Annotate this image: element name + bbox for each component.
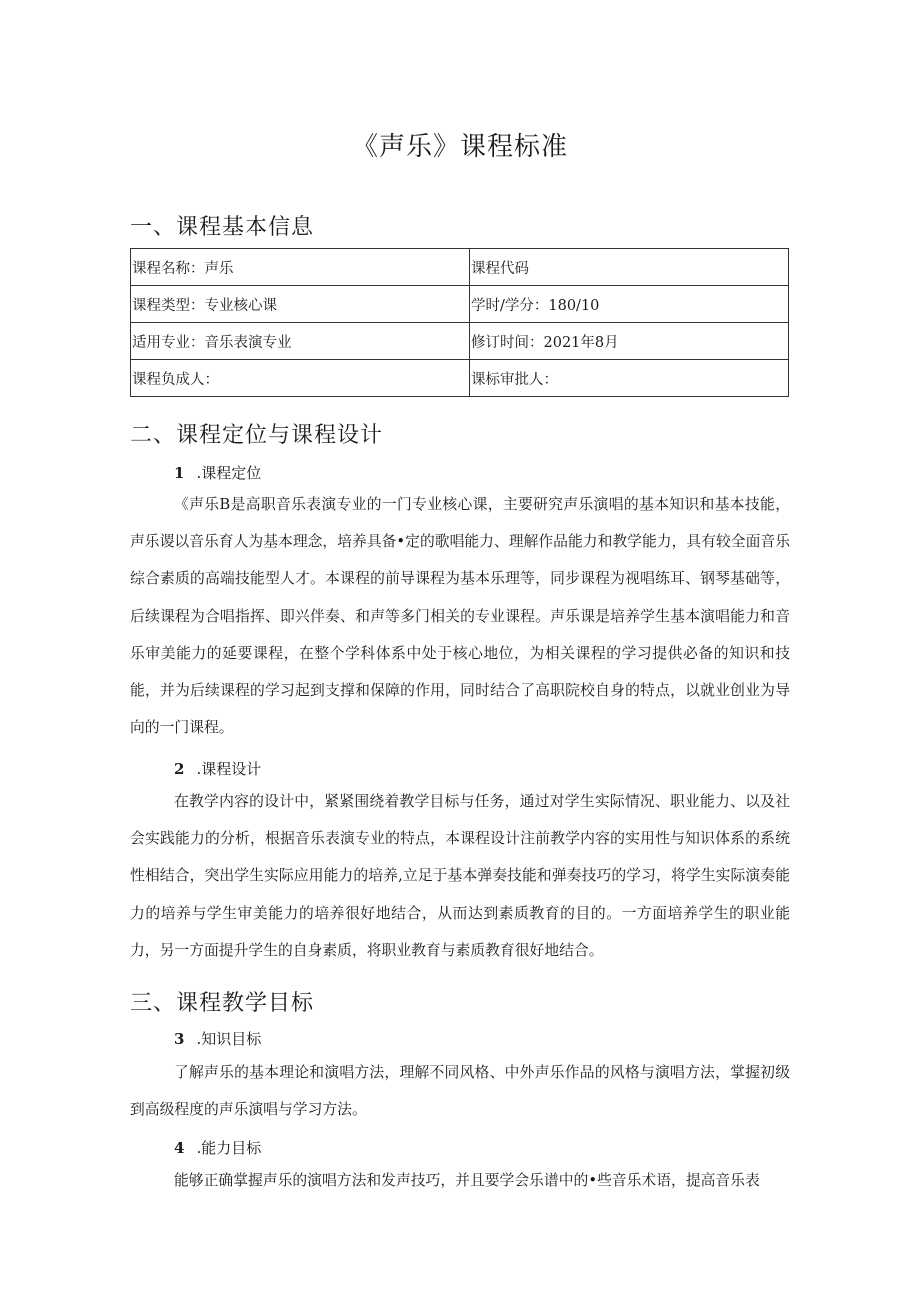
table-row	[131, 286, 789, 323]
section-heading-basic-info: 一、课程基本信息	[130, 215, 315, 240]
major-cell: 适用专业：音乐表演专业	[131, 323, 470, 360]
subheading-course-design	[174, 758, 261, 779]
item-number: 1	[174, 464, 185, 482]
subheading-knowledge-goals	[174, 1028, 261, 1049]
table-row	[131, 360, 789, 397]
section-heading-teaching-goals: 三、课程教学目标	[130, 991, 315, 1016]
approver-cell: 课标审批人：	[470, 360, 789, 397]
item-number: 2	[174, 760, 185, 778]
paragraph-course-positioning: 《声乐B是高职音乐表演专业的一门专业核心课，主要研究声乐演唱的基本知识和基本技能，声乐谡以音乐育人为基本理念，培养具备•定的歌唱能力、理解作品能力和教学能力，具有较全面音乐综合素质的高端技能型人才。本课程的前导课程为基本乐理等，同步课程为视唱练耳、钢琴基础等，后续课程为合唱指挥、即兴伴奏、和声等多门相关的专业课程。声乐课是培养学生基本演唱能力和音乐审美能力的延要课程，在整个学科体系中处于核心地位，为相关课程的学习提供必备的知识和技能，并为后续课程的学习起到支撑和保障的作用，同时结合了高职院校自身的特点，以就业创业为导向的一门课程。	[130, 496, 790, 737]
item-label: .课程设计	[196, 760, 262, 778]
item-label: .能力目标	[196, 1139, 262, 1157]
table-row	[131, 323, 789, 360]
course-type-cell: 课程类型：专业核心课	[131, 286, 470, 323]
item-label: .课程定位	[196, 464, 262, 482]
course-name-cell: 课程名称：声乐	[131, 249, 470, 286]
course-owner-cell: 课程负成人：	[131, 360, 470, 397]
paragraph-ability-goals: 能够正确掌握声乐的演唱方法和发声技巧，并且要学会乐谱中的•些音乐术语，提高音乐表	[174, 1172, 760, 1189]
item-number: 4	[174, 1139, 185, 1157]
hours-credits-cell: 学时/学分：180/10	[470, 286, 789, 323]
subheading-course-positioning	[174, 462, 261, 483]
section-heading-positioning-design: 二、课程定位与课程设计	[130, 423, 384, 448]
subheading-ability-goals	[174, 1137, 261, 1158]
revision-date-cell: 修订时间：2021年8月	[470, 323, 789, 360]
page-title: 《声乐》课程标准	[351, 132, 568, 162]
paragraph-course-design: 在教学内容的设计中，紧紧围绕着教学目标与任务，通过对学生实际情况、职业能力、以及社会实践能力的分析，根据音乐表演专业的特点，本课程设计注前教学内容的实用性与知识体系的系统性相结合，突出学生实际应用能力的培养,立足于基本弹奏技能和弹奏技巧的学习，将学生实际演奏能力的培养与学生审美能力的培养很好地结合，从而达到素质教育的目的。一方面培养学生的职业能力，另一方面提升学生的自身素质，将职业教育与素质教育很好地结合。	[130, 793, 790, 959]
table-row	[131, 249, 789, 286]
item-number: 3	[174, 1030, 185, 1048]
course-code-cell: 课程代码	[470, 249, 789, 286]
paragraph-knowledge-goals: 了解声乐的基本理论和演唱方法，理解不同风格、中外声乐作品的风格与演唱方法，掌握初级到高级程度的声乐演唱与学习方法。	[130, 1064, 790, 1119]
course-info-table	[130, 248, 789, 397]
item-label: .知识目标	[196, 1030, 262, 1048]
